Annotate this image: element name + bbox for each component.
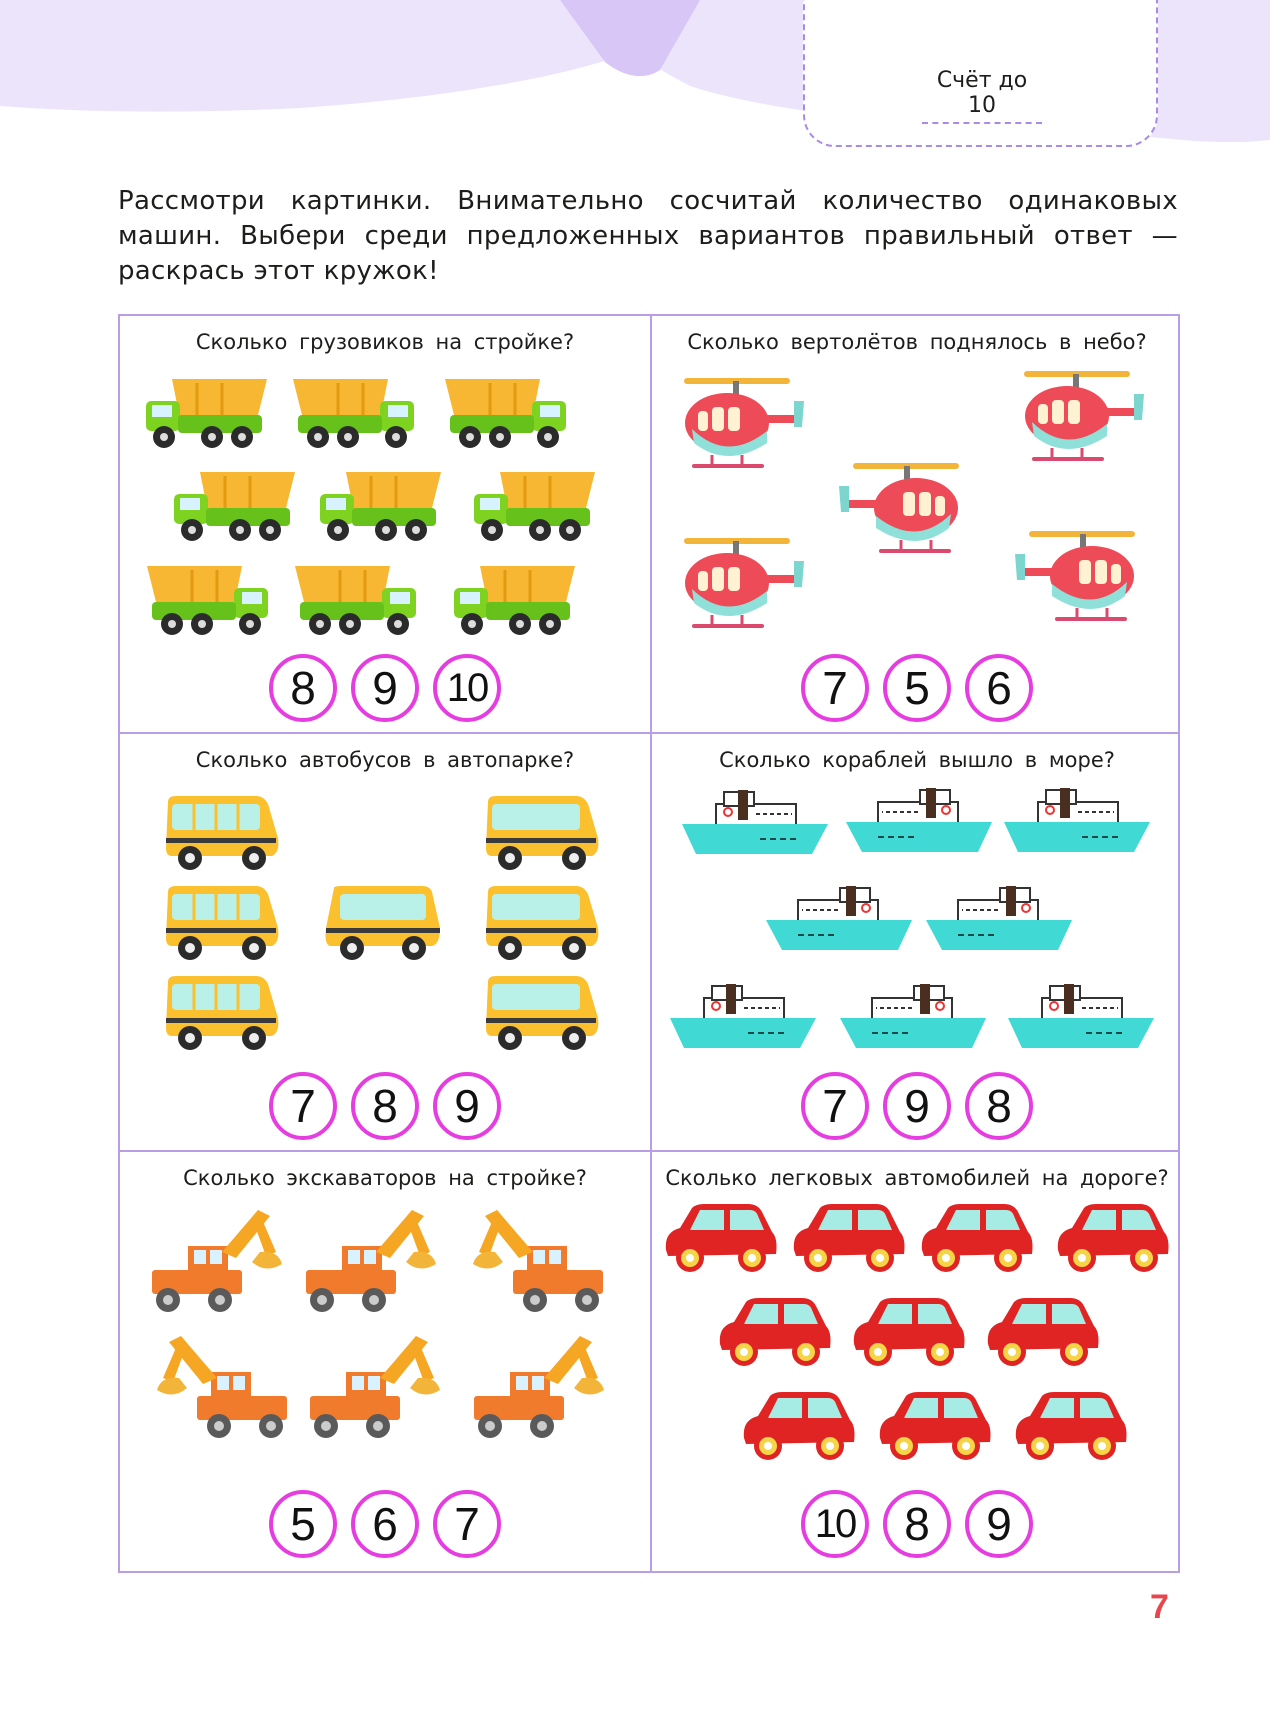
helicopter-icon [682, 371, 807, 480]
dump-truck-icon [142, 558, 272, 644]
task-grid [118, 314, 1180, 1573]
answer-circle[interactable]: 9 [965, 1490, 1033, 1558]
answer-circle[interactable]: 8 [965, 1072, 1033, 1140]
ship-icon [1002, 782, 1152, 858]
task-buses [120, 734, 650, 1152]
ship-icon [764, 880, 914, 956]
answer-circle[interactable]: 10 [801, 1490, 869, 1558]
dump-truck-icon [450, 558, 580, 644]
dump-truck-icon [440, 371, 570, 457]
answer-circle[interactable]: 7 [269, 1072, 337, 1140]
dump-truck-icon [316, 464, 446, 550]
bus-icon [160, 884, 285, 968]
ship-icon [668, 978, 818, 1054]
answer-circle[interactable]: 8 [269, 654, 337, 722]
question-text: Сколько кораблей вышло в море? [719, 748, 1115, 772]
answer-circle[interactable]: 10 [433, 654, 501, 722]
bus-icon [320, 884, 445, 968]
dump-truck-icon [470, 464, 600, 550]
task-ships [652, 734, 1182, 1152]
helicopter-icon [1012, 524, 1137, 633]
answer-options [120, 1490, 650, 1558]
answer-circle[interactable]: 6 [965, 654, 1033, 722]
ship-icon [680, 784, 830, 860]
answer-circle[interactable]: 7 [433, 1490, 501, 1558]
bus-icon [480, 794, 605, 878]
answer-circle[interactable]: 9 [351, 654, 419, 722]
bus-icon [480, 974, 605, 1058]
car-icon [916, 1202, 1036, 1280]
car-icon [738, 1390, 858, 1468]
question-text: Сколько экскаваторов на стройке? [183, 1166, 587, 1190]
ship-icon [844, 782, 994, 858]
answer-circle[interactable]: 5 [269, 1490, 337, 1558]
task-trucks [120, 316, 650, 734]
answer-options [652, 1490, 1182, 1558]
excavator-icon [306, 1328, 451, 1447]
car-icon [982, 1296, 1102, 1374]
answer-circle[interactable]: 6 [351, 1490, 419, 1558]
answer-options [120, 654, 650, 722]
car-icon [660, 1202, 780, 1280]
answer-circle[interactable]: 8 [883, 1490, 951, 1558]
dump-truck-icon [288, 371, 418, 457]
car-icon [714, 1296, 834, 1374]
question-text: Сколько вертолётов поднялось в небо? [687, 330, 1147, 354]
answer-options [120, 1072, 650, 1140]
helicopter-icon [836, 456, 961, 565]
bus-icon [480, 884, 605, 968]
answer-circle[interactable]: 9 [883, 1072, 951, 1140]
answer-circle[interactable]: 7 [801, 1072, 869, 1140]
task-cars [652, 1152, 1182, 1570]
excavator-icon [462, 1202, 607, 1321]
car-icon [874, 1390, 994, 1468]
bus-icon [160, 974, 285, 1058]
task-excavators [120, 1152, 650, 1570]
topic-label: Счёт до 10 [922, 68, 1042, 124]
answer-options [652, 654, 1182, 722]
instruction-text: Рассмотри картинки. Внимательно сосчитай количество одинаковых машин. Выбери среди предложенных вариантов правильный ответ — раскрась этот кружок! [118, 186, 1178, 286]
ship-icon [1006, 978, 1156, 1054]
question-text: Сколько грузовиков на стройке? [195, 330, 575, 354]
car-icon [788, 1202, 908, 1280]
dump-truck-icon [290, 558, 420, 644]
question-text: Сколько автобусов в автопарке? [195, 748, 575, 772]
car-icon [1010, 1390, 1130, 1468]
ship-icon [838, 978, 988, 1054]
excavator-icon [146, 1328, 291, 1447]
answer-options [652, 1072, 1182, 1140]
excavator-icon [470, 1328, 615, 1447]
ship-icon [924, 880, 1074, 956]
answer-circle[interactable]: 7 [801, 654, 869, 722]
dump-truck-icon [142, 371, 272, 457]
task-helicopters [652, 316, 1182, 734]
helicopter-icon [682, 531, 807, 640]
page-number: 7 [1150, 1588, 1169, 1626]
answer-circle[interactable]: 9 [433, 1072, 501, 1140]
answer-circle[interactable]: 8 [351, 1072, 419, 1140]
excavator-icon [302, 1202, 447, 1321]
question-text: Сколько легковых автомобилей на дороге? [665, 1166, 1169, 1190]
bus-icon [160, 794, 285, 878]
car-icon [1052, 1202, 1172, 1280]
helicopter-icon [1022, 364, 1147, 473]
excavator-icon [148, 1202, 293, 1321]
answer-circle[interactable]: 5 [883, 654, 951, 722]
dump-truck-icon [170, 464, 300, 550]
car-icon [848, 1296, 968, 1374]
